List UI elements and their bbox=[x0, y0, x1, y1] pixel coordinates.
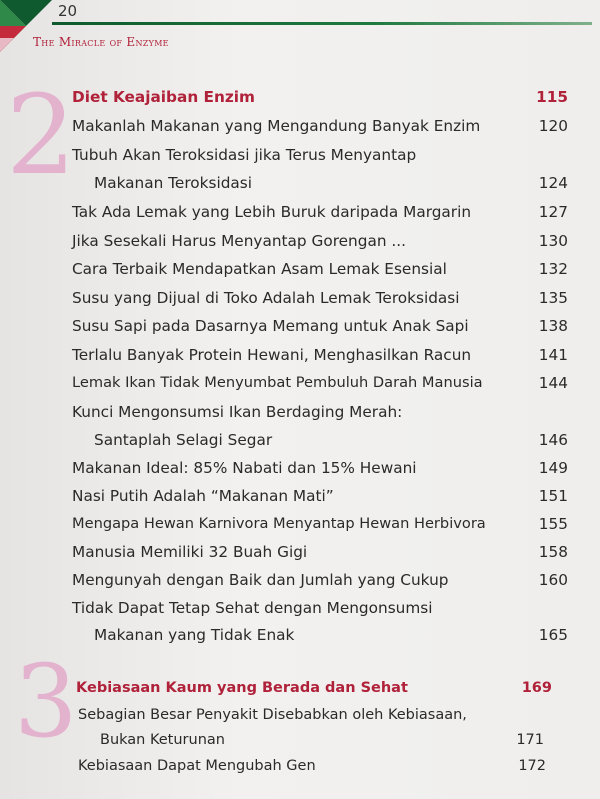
toc-entry-title: Tubuh Akan Teroksidasi jika Terus Menyantap bbox=[72, 146, 417, 164]
toc-entry-title: Bukan Keturunan bbox=[100, 732, 225, 748]
toc-entry-title: Kunci Mengonsumsi Ikan Berdaging Merah: bbox=[72, 403, 403, 421]
toc-entry-title: Susu Sapi pada Dasarnya Memang untuk Anak Sapi bbox=[72, 317, 469, 335]
toc-entry-title: Kebiasaan Dapat Mengubah Gen bbox=[78, 758, 316, 774]
toc-entry-page: 124 bbox=[538, 174, 568, 192]
toc-entry-title: Manusia Memiliki 32 Buah Gigi bbox=[72, 543, 308, 561]
toc-entry-title: Nasi Putih Adalah “Makanan Mati” bbox=[72, 487, 334, 505]
toc-entry-title: Terlalu Banyak Protein Hewani, Menghasilkan Racun bbox=[72, 346, 472, 364]
toc-entry-title: Makanlah Makanan yang Mengandung Banyak Enzim bbox=[72, 117, 481, 135]
toc-entry-page: 158 bbox=[538, 543, 568, 561]
chapter-number: 2 bbox=[6, 71, 76, 199]
toc-entry-title: Makanan Ideal: 85% Nabati dan 15% Hewani bbox=[72, 459, 417, 477]
toc-entry-page: 165 bbox=[538, 626, 568, 644]
page-number: 20 bbox=[58, 2, 78, 20]
toc-entry-title: Tidak Dapat Tetap Sehat dengan Mengonsumsi bbox=[72, 599, 433, 617]
toc-entry-page: 151 bbox=[538, 487, 568, 505]
chapter-title: Diet Keajaiban Enzim bbox=[72, 88, 255, 106]
chapter-page: 169 bbox=[521, 680, 552, 696]
toc-entry-page: 144 bbox=[538, 374, 568, 392]
toc-entry-page: 135 bbox=[538, 289, 568, 307]
toc-entry-title: Makanan Teroksidasi bbox=[94, 174, 253, 192]
chapter-title: Kebiasaan Kaum yang Berada dan Sehat bbox=[76, 680, 408, 696]
toc-entry-title: Mengapa Hewan Karnivora Menyantap Hewan Herbivora bbox=[72, 515, 486, 532]
chapter-number: 3 bbox=[14, 643, 78, 760]
toc-entry-title: Susu yang Dijual di Toko Adalah Lemak Teroksidasi bbox=[72, 289, 460, 307]
toc-entry-page: 155 bbox=[538, 515, 568, 533]
toc-entry-title: Tak Ada Lemak yang Lebih Buruk daripada Margarin bbox=[72, 203, 472, 221]
toc-entry-page: 141 bbox=[538, 346, 568, 364]
toc-entry-page: 127 bbox=[538, 203, 568, 221]
toc-entry-title: Jika Sesekali Harus Menyantap Gorengan ... bbox=[72, 232, 406, 250]
toc-entry-page: 138 bbox=[538, 317, 568, 335]
toc-entry-page: 160 bbox=[538, 571, 568, 589]
corner-ornament-icon bbox=[0, 0, 60, 60]
toc-entry-page: 149 bbox=[538, 459, 568, 477]
toc-entry-page: 146 bbox=[538, 431, 568, 449]
toc-entry-page: 172 bbox=[518, 758, 546, 774]
toc-entry-page: 120 bbox=[538, 117, 568, 135]
toc-entry-title: Lemak Ikan Tidak Menyumbat Pembuluh Darah Manusia bbox=[72, 374, 483, 391]
toc-entry-page: 130 bbox=[538, 232, 568, 250]
toc-entry-title: Sebagian Besar Penyakit Disebabkan oleh Kebiasaan, bbox=[78, 707, 467, 723]
header-rule bbox=[52, 22, 592, 25]
chapter-page: 115 bbox=[536, 88, 568, 106]
toc-entry-title: Makanan yang Tidak Enak bbox=[94, 626, 295, 644]
toc-entry-title: Santaplah Selagi Segar bbox=[94, 431, 273, 449]
toc-entry-title: Mengunyah dengan Baik dan Jumlah yang Cukup bbox=[72, 571, 449, 589]
toc-entry-page: 171 bbox=[516, 732, 544, 748]
toc-entry-title: Cara Terbaik Mendapatkan Asam Lemak Esensial bbox=[72, 260, 447, 278]
toc-entry-page: 132 bbox=[538, 260, 568, 278]
running-head: The Miracle of Enzyme bbox=[33, 35, 169, 49]
